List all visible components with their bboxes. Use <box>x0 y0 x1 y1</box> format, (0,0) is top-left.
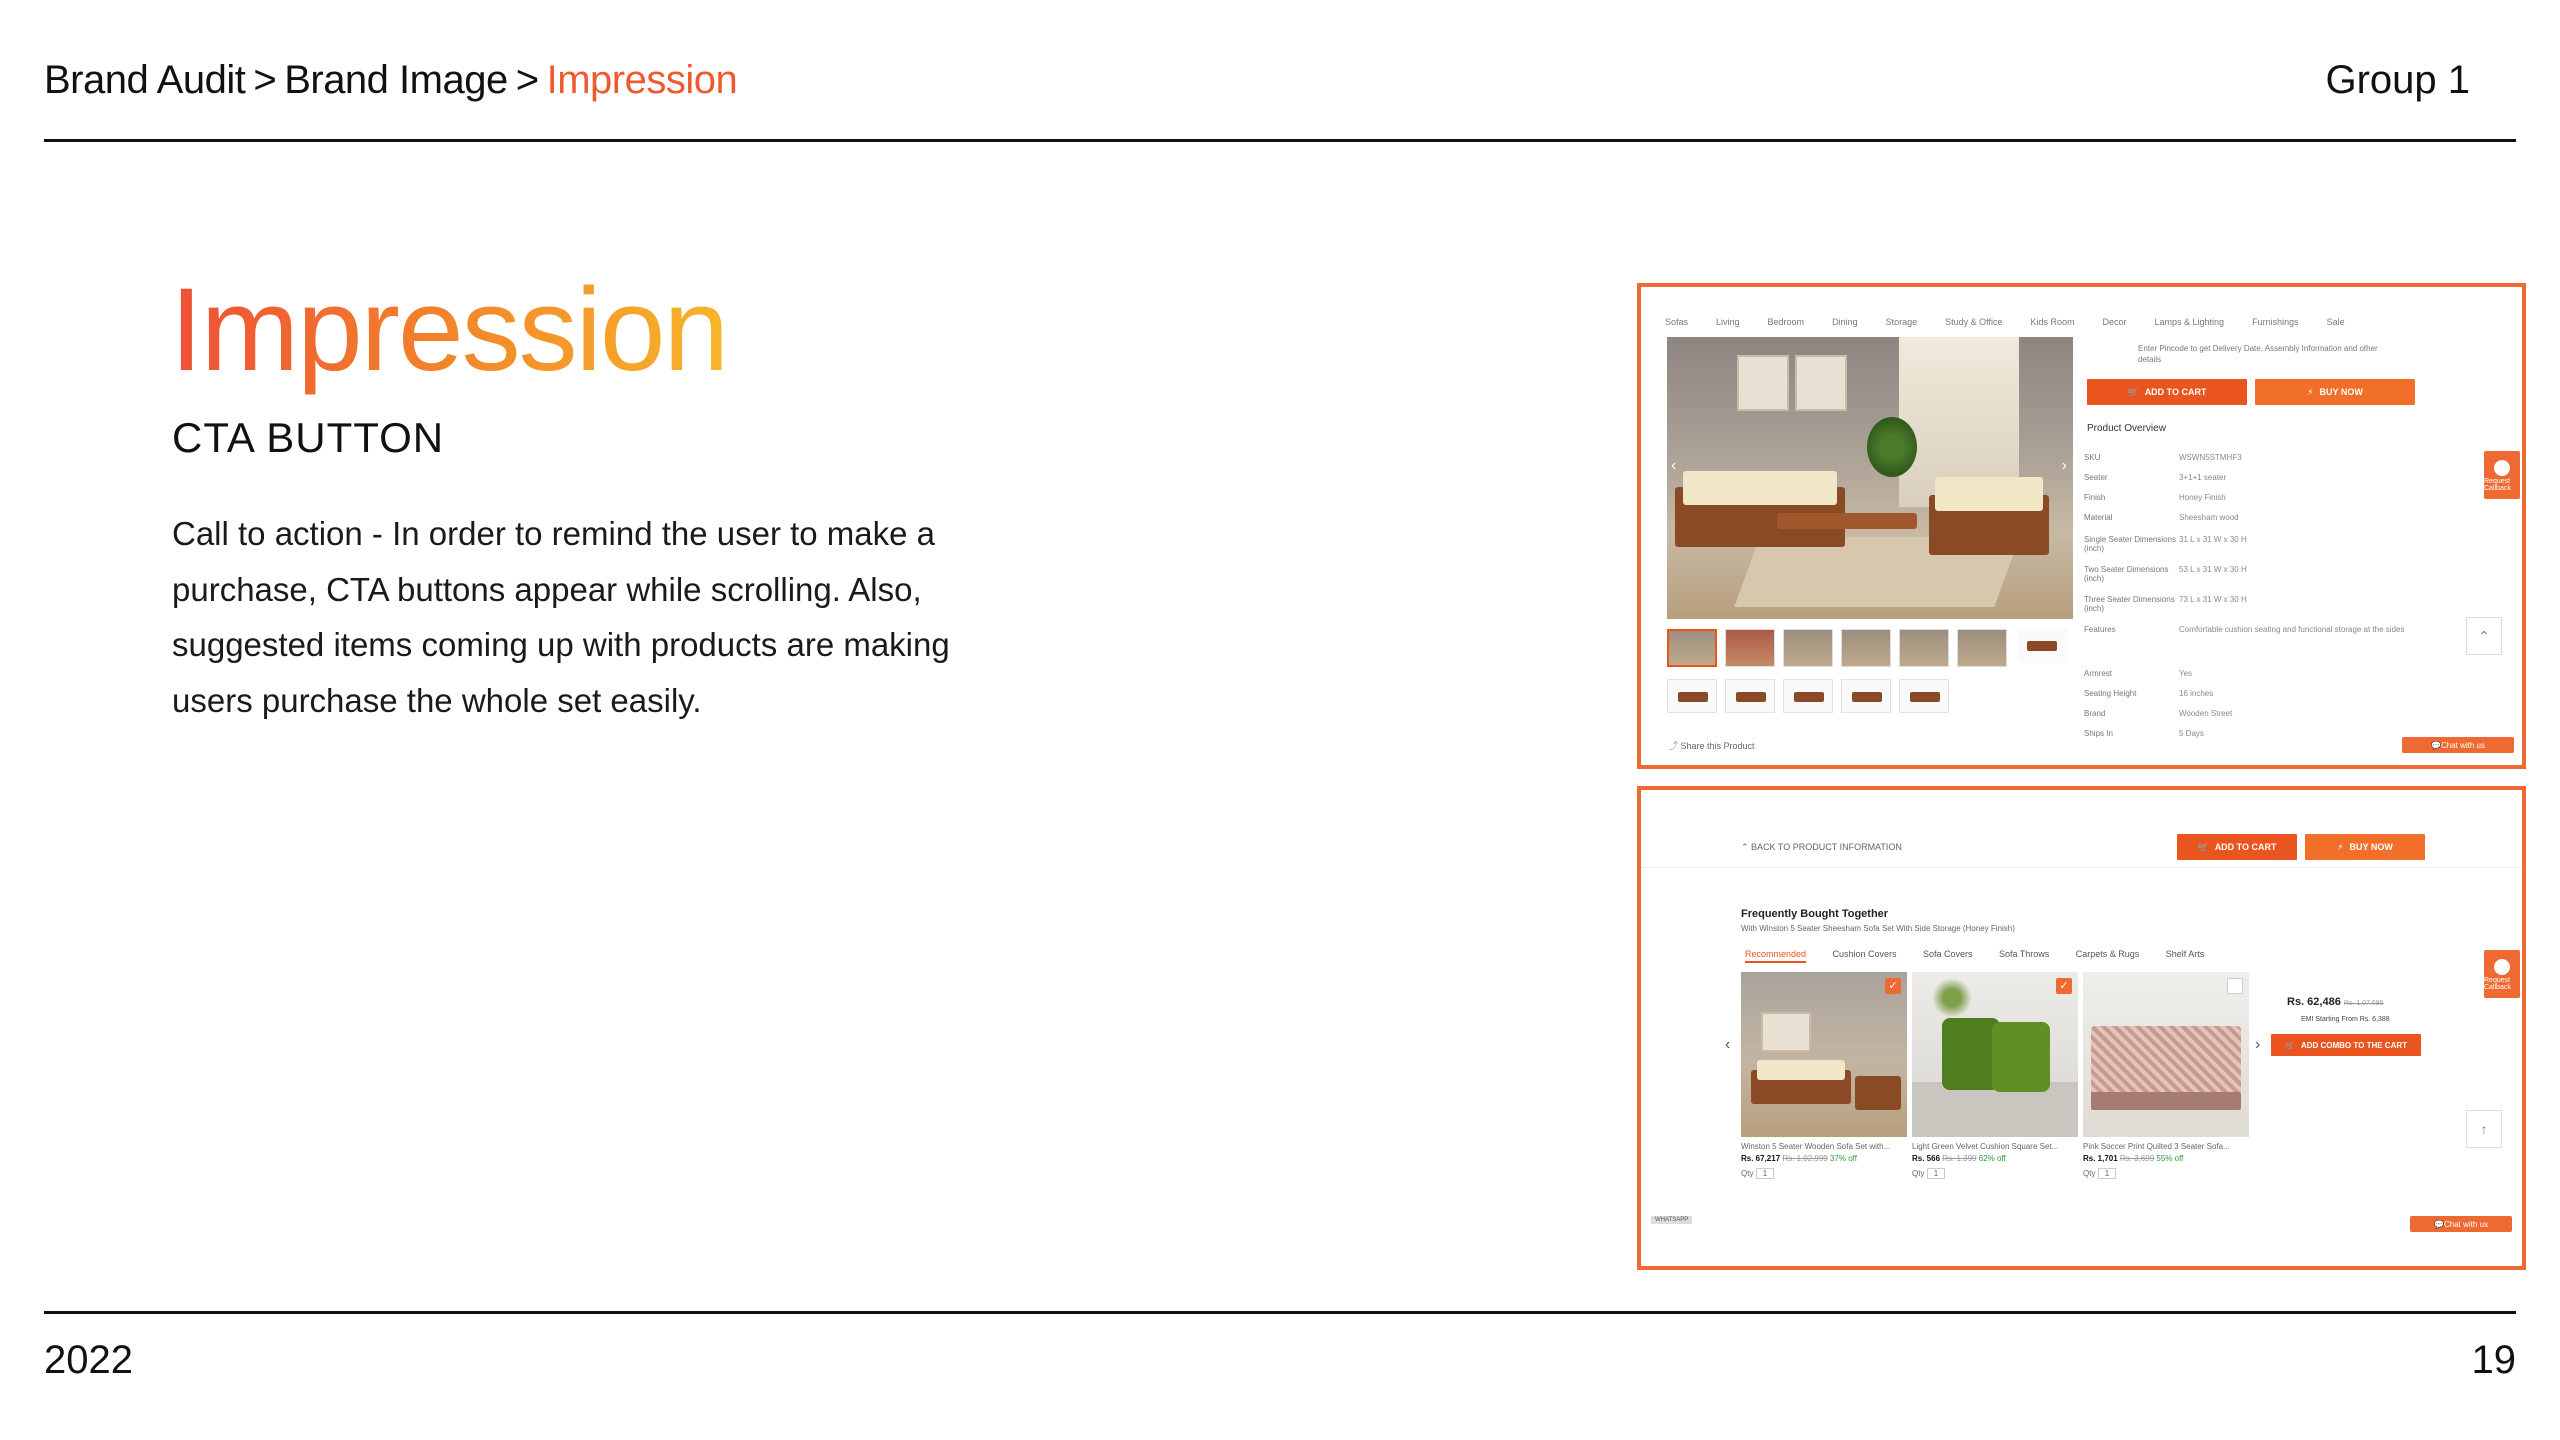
gallery-thumbnail[interactable] <box>1667 629 1717 667</box>
overview-value: 53 L x 31 W x 30 H <box>2179 565 2247 574</box>
buy-now-label: BUY NOW <box>2319 387 2363 397</box>
overview-row <box>2084 709 2232 718</box>
breadcrumb-item-current: Impression <box>546 58 738 102</box>
chevron-left-icon[interactable]: ‹ <box>1725 1036 1731 1053</box>
nav-item[interactable]: Furnishings <box>2252 317 2299 327</box>
add-to-cart-button[interactable] <box>2087 379 2247 405</box>
nav-item[interactable]: Dining <box>1832 317 1858 327</box>
gallery-thumbnail[interactable] <box>1725 629 1775 667</box>
bolt-icon: ⚡ <box>2307 386 2314 397</box>
breadcrumb-separator: > <box>515 58 539 102</box>
chevron-right-icon[interactable]: › <box>2061 457 2067 474</box>
variant-thumbnail[interactable] <box>1899 679 1949 713</box>
nav-item[interactable]: Lamps & Lighting <box>2154 317 2225 327</box>
combo-price: Rs. 62,486 <box>2287 996 2341 1008</box>
chat-label: Chat with us <box>2443 1219 2488 1229</box>
tab-sofa-covers[interactable]: Sofa Covers <box>1922 949 1973 959</box>
chat-button[interactable] <box>2410 1216 2512 1232</box>
overview-key: Armrest <box>2084 669 2112 678</box>
overview-row <box>2084 535 2247 553</box>
breadcrumb <box>44 58 737 103</box>
armchair-cushion <box>1935 477 2043 511</box>
arrow-up-icon: ⌃ <box>2478 627 2490 644</box>
coffee-table <box>1777 513 1917 529</box>
buy-now-button[interactable] <box>2305 834 2425 860</box>
combo-price-row <box>2287 996 2384 1008</box>
product-price-row <box>1741 1154 1907 1163</box>
add-combo-to-cart-button[interactable] <box>2271 1034 2421 1056</box>
product-main-image[interactable] <box>1667 337 2073 619</box>
qty-select[interactable]: 1 <box>2098 1168 2116 1179</box>
overview-row <box>2084 565 2247 583</box>
variant-thumbnail[interactable] <box>1667 679 1717 713</box>
back-label: BACK TO PRODUCT INFORMATION <box>1751 842 1902 852</box>
product-info <box>2083 1142 2249 1178</box>
chat-icon: 💬 <box>2431 740 2441 750</box>
overview-key: Single Seater Dimensions (inch) <box>2084 535 2177 553</box>
request-callback-badge[interactable] <box>2484 451 2520 499</box>
product-info <box>1912 1142 2078 1178</box>
product-name[interactable]: Light Green Velvet Cushion Square Set... <box>1912 1142 2059 1151</box>
product-image-cushions[interactable] <box>1912 972 2078 1137</box>
overview-row <box>2084 473 2226 482</box>
gallery-thumbnail[interactable] <box>2017 629 2067 663</box>
arrow-up-icon: ↑ <box>2480 1121 2488 1137</box>
chat-icon: 💬 <box>2434 1219 2444 1229</box>
wall-art <box>1737 355 1789 411</box>
phone-icon <box>2494 959 2510 975</box>
overview-value: 16 inches <box>2179 689 2214 698</box>
overview-key: Three Seater Dimensions (inch) <box>2084 595 2175 613</box>
product-price-row <box>1912 1154 2078 1163</box>
checkbox-checked-icon[interactable]: ✓ <box>1885 978 1901 994</box>
request-callback-badge[interactable] <box>2484 950 2520 998</box>
nav-item[interactable]: Sale <box>2326 317 2345 327</box>
sofa-base <box>2091 1092 2241 1110</box>
overview-value: 73 L x 31 W x 30 H <box>2179 595 2247 604</box>
chat-label: Chat with us <box>2440 740 2485 750</box>
phone-icon <box>2494 460 2510 476</box>
footer-divider <box>44 1311 2516 1314</box>
overview-value: Honey Finish <box>2179 493 2226 502</box>
group-label: Group 1 <box>2325 58 2470 102</box>
page-number: 19 <box>2471 1338 2516 1382</box>
add-combo-label: ADD COMBO TO THE CART <box>2300 1040 2408 1050</box>
buy-now-button[interactable] <box>2255 379 2415 405</box>
qty-row <box>1741 1169 1907 1178</box>
overview-row <box>2084 729 2204 738</box>
tab-carpets-rugs[interactable]: Carpets & Rugs <box>2075 949 2140 959</box>
qty-label: Qty <box>2083 1169 2096 1178</box>
combo-mrp: Rs. 1,07,695 <box>2343 1000 2384 1007</box>
product-discount: 37% off <box>1829 1154 1857 1163</box>
overview-row <box>2084 689 2213 698</box>
slide-body <box>172 506 1052 728</box>
variant-thumbnail[interactable] <box>1841 679 1891 713</box>
sofa-cushion <box>1683 471 1837 505</box>
slide-header <box>44 58 2516 118</box>
product-price-row <box>2083 1154 2249 1163</box>
scroll-top-button[interactable] <box>2466 617 2502 655</box>
share-label: Share this Product <box>1680 741 1755 751</box>
overview-value: Comfortable cushion seating and functional storage at the sides <box>2179 625 2405 634</box>
overview-value: Yes <box>2179 669 2193 678</box>
product-name[interactable]: Winston 5 Seater Wooden Sofa Set with... <box>1741 1142 1891 1151</box>
add-to-cart-button[interactable] <box>2177 834 2297 860</box>
category-nav <box>1665 317 2345 327</box>
overview-value: Sheesham wood <box>2179 513 2239 522</box>
tab-shelf-arts[interactable]: Shelf Arts <box>2165 949 2205 959</box>
qty-select[interactable]: 1 <box>1927 1168 1945 1179</box>
overview-key: Two Seater Dimensions (inch) <box>2084 565 2169 583</box>
request-callback-label: Request Callback <box>2484 977 2511 991</box>
gallery-thumbnail[interactable] <box>1841 629 1891 667</box>
fbt-title: Frequently Bought Together <box>1741 908 1889 920</box>
wall-art <box>1795 355 1847 411</box>
nav-item[interactable]: Sofas <box>1665 317 1689 327</box>
nav-item[interactable]: Storage <box>1885 317 1918 327</box>
gallery-thumbnail[interactable] <box>1957 629 2007 667</box>
variant-thumbnail[interactable] <box>1783 679 1833 713</box>
product-info <box>1741 1142 1907 1178</box>
overview-title: Product Overview <box>2087 423 2166 434</box>
qty-label: Qty <box>1912 1169 1925 1178</box>
chevron-right-icon[interactable]: › <box>2255 1036 2261 1053</box>
back-link[interactable] <box>1741 842 1902 853</box>
overview-value: 5 Days <box>2179 729 2204 738</box>
tab-sofa-throws[interactable]: Sofa Throws <box>1998 949 2050 959</box>
bolt-icon: ⚡ <box>2337 841 2344 852</box>
body-line: users purchase the whole set easily. <box>172 681 702 719</box>
overview-value: 31 L x 31 W x 30 H <box>2179 535 2247 544</box>
share-icon: ⤴ <box>1669 741 1681 751</box>
body-line: suggested items coming up with products are making <box>172 626 950 663</box>
slide-subtitle: CTA BUTTON <box>172 414 445 461</box>
product-image-sofa-cover[interactable] <box>2083 972 2249 1137</box>
plant <box>1867 417 1917 477</box>
wall-art <box>1761 1012 1811 1052</box>
overview-value: Wooden Street <box>2179 709 2233 718</box>
overview-row <box>2084 453 2242 462</box>
overview-row <box>2084 513 2239 522</box>
cushion <box>1992 1022 2050 1092</box>
cart-icon: 🛒 <box>2284 1040 2295 1050</box>
header-divider <box>44 139 2516 142</box>
slide-title: Impression <box>170 264 728 396</box>
overview-key: Brand <box>2084 709 2106 718</box>
armchair <box>1855 1076 1901 1110</box>
overview-row <box>2084 493 2226 502</box>
overview-row <box>2084 669 2192 678</box>
fbt-tabs <box>1745 944 2226 962</box>
nav-item[interactable]: Living <box>1716 317 1740 327</box>
product-price: Rs. 566 <box>1912 1154 1941 1163</box>
chevron-up-icon: ⌃ <box>1741 842 1752 852</box>
overview-value: 3+1+1 seater <box>2179 473 2227 482</box>
product-mrp: Rs. 1,02,999 <box>1782 1154 1828 1163</box>
body-line: purchase, CTA buttons appear while scrolling. Also, <box>172 570 922 608</box>
buy-now-label: BUY NOW <box>2349 842 2393 852</box>
sofa-cushion <box>1757 1060 1845 1080</box>
overview-key: Material <box>2084 513 2113 522</box>
footer-year: 2022 <box>44 1338 133 1382</box>
overview-row <box>2084 595 2247 613</box>
breadcrumb-item-brand-image[interactable]: Brand Image <box>284 58 508 102</box>
overview-row <box>2084 625 2409 634</box>
product-price: Rs. 67,217 <box>1741 1154 1781 1163</box>
qty-row <box>1912 1169 2078 1178</box>
chat-button[interactable] <box>2402 737 2514 753</box>
corner-tag[interactable]: WHATSAPP <box>1651 1216 1692 1224</box>
cart-icon: 🛒 <box>2127 386 2139 397</box>
add-to-cart-label: ADD TO CART <box>2144 387 2207 397</box>
overview-key: Seating Height <box>2084 689 2137 698</box>
overview-key: SKU <box>2084 453 2101 462</box>
breadcrumb-item-brand-audit[interactable]: Brand Audit <box>44 58 246 102</box>
product-page-screenshot <box>1637 283 2526 769</box>
product-discount: 55% off <box>2156 1154 2184 1163</box>
gallery-thumbnail[interactable] <box>1783 629 1833 667</box>
add-to-cart-label: ADD TO CART <box>2214 842 2277 852</box>
product-mrp: Rs. 3,699 <box>2119 1154 2155 1163</box>
request-callback-label: Request Callback <box>2484 478 2511 492</box>
product-name[interactable]: Pink Soccer Print Quilted 3 Seater Sofa... <box>2083 1142 2230 1151</box>
nav-item[interactable]: Kids Room <box>2030 317 2075 327</box>
scroll-top-button[interactable] <box>2466 1110 2502 1148</box>
overview-key: Seater <box>2084 473 2108 482</box>
overview-key: Ships In <box>2084 729 2113 738</box>
plant <box>1932 978 1972 1018</box>
cart-icon: 🛒 <box>2197 841 2209 852</box>
body-line: Call to action - In order to remind the user to make a <box>172 515 936 552</box>
sofa-cover <box>2091 1026 2241 1096</box>
nav-item[interactable]: Decor <box>2102 317 2127 327</box>
gallery-thumbnail[interactable] <box>1899 629 1949 667</box>
overview-key: Finish <box>2084 493 2106 502</box>
frequently-bought-screenshot <box>1637 786 2526 1270</box>
checkbox-checked-icon[interactable]: ✓ <box>2056 978 2072 994</box>
product-discount: 62% off <box>1978 1154 2006 1163</box>
chevron-left-icon[interactable]: ‹ <box>1671 457 1677 474</box>
nav-item[interactable]: Bedroom <box>1767 317 1805 327</box>
overview-key: Features <box>2084 625 2116 634</box>
share-link[interactable] <box>1669 739 1755 752</box>
qty-label: Qty <box>1741 1169 1754 1178</box>
tab-recommended[interactable]: Recommended <box>1745 949 1806 963</box>
overview-value: WSWN5STMHF3 <box>2179 453 2242 462</box>
combo-emi: EMI Starting From Rs. 6,388 <box>2301 1016 2390 1023</box>
nav-item[interactable]: Study & Office <box>1945 317 2003 327</box>
delivery-note: Enter Pincode to get Delivery Date, Assembly Information and other details <box>2138 344 2378 364</box>
qty-select[interactable]: 1 <box>1756 1168 1774 1179</box>
fbt-subtitle: With Winston 5 Seater Sheesham Sofa Set With Side Storage (Honey Finish) <box>1741 924 2015 933</box>
product-mrp: Rs. 1,399 <box>1942 1154 1977 1163</box>
breadcrumb-separator: > <box>253 58 277 102</box>
variant-thumbnail[interactable] <box>1725 679 1775 713</box>
qty-row <box>2083 1169 2249 1178</box>
product-image-sofa-set[interactable] <box>1741 972 1907 1137</box>
tab-cushion-covers[interactable]: Cushion Covers <box>1832 949 1897 959</box>
product-price: Rs. 1,701 <box>2083 1154 2118 1163</box>
checkbox-unchecked-icon[interactable] <box>2227 978 2243 994</box>
